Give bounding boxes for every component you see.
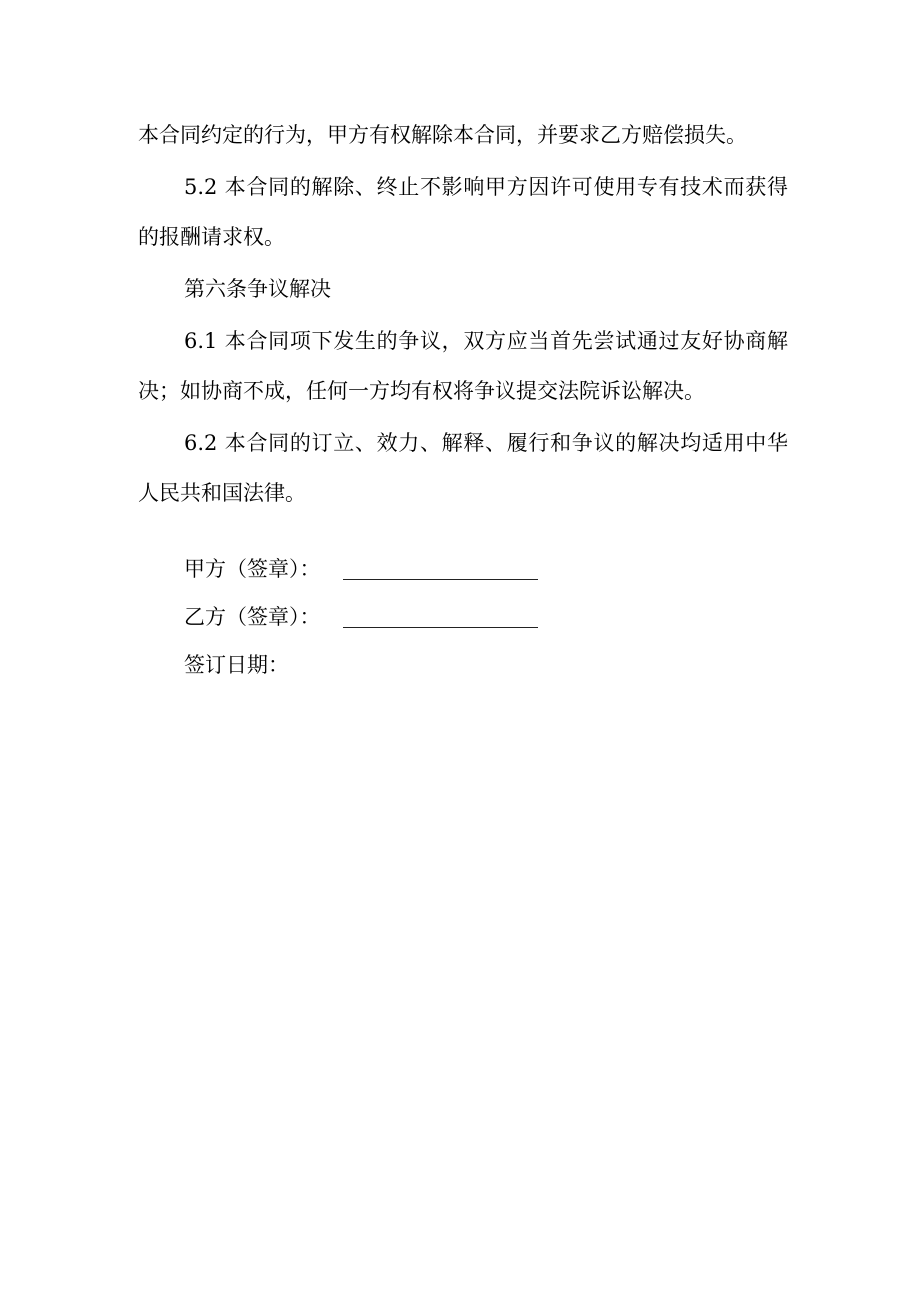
- signing-date-row: [184, 641, 744, 689]
- paragraph-continuation: 本合同约定的行为，甲方有权解除本合同，并要求乙方赔偿损失。: [138, 123, 747, 147]
- party-a-signature-row: [184, 545, 744, 593]
- signature-block: [184, 545, 744, 689]
- party-b-label: 乙方（签章）：: [184, 605, 321, 629]
- clause-6-1: 6.1 本合同项下发生的争议，双方应当首先尝试通过友好协商解决；如协商不成，任何一方均有权将争议提交法院诉讼解决。: [138, 329, 788, 403]
- contract-body: [138, 110, 788, 520]
- clause-5-2: 5.2 本合同的解除、终止不影响甲方因许可使用专有技术而获得的报酬请求权。: [138, 175, 788, 249]
- party-b-signature-line: [343, 627, 538, 628]
- party-a-label: 甲方（签章）：: [184, 557, 321, 581]
- party-b-signature-row: [184, 593, 744, 641]
- party-a-signature-line: [343, 579, 538, 580]
- clause-6-2: 6.2 本合同的订立、效力、解释、履行和争议的解决均适用中华人民共和国法律。: [138, 431, 788, 505]
- signing-date-label: 签订日期：: [184, 653, 289, 677]
- article-6-heading: 第六条争议解决: [184, 277, 331, 301]
